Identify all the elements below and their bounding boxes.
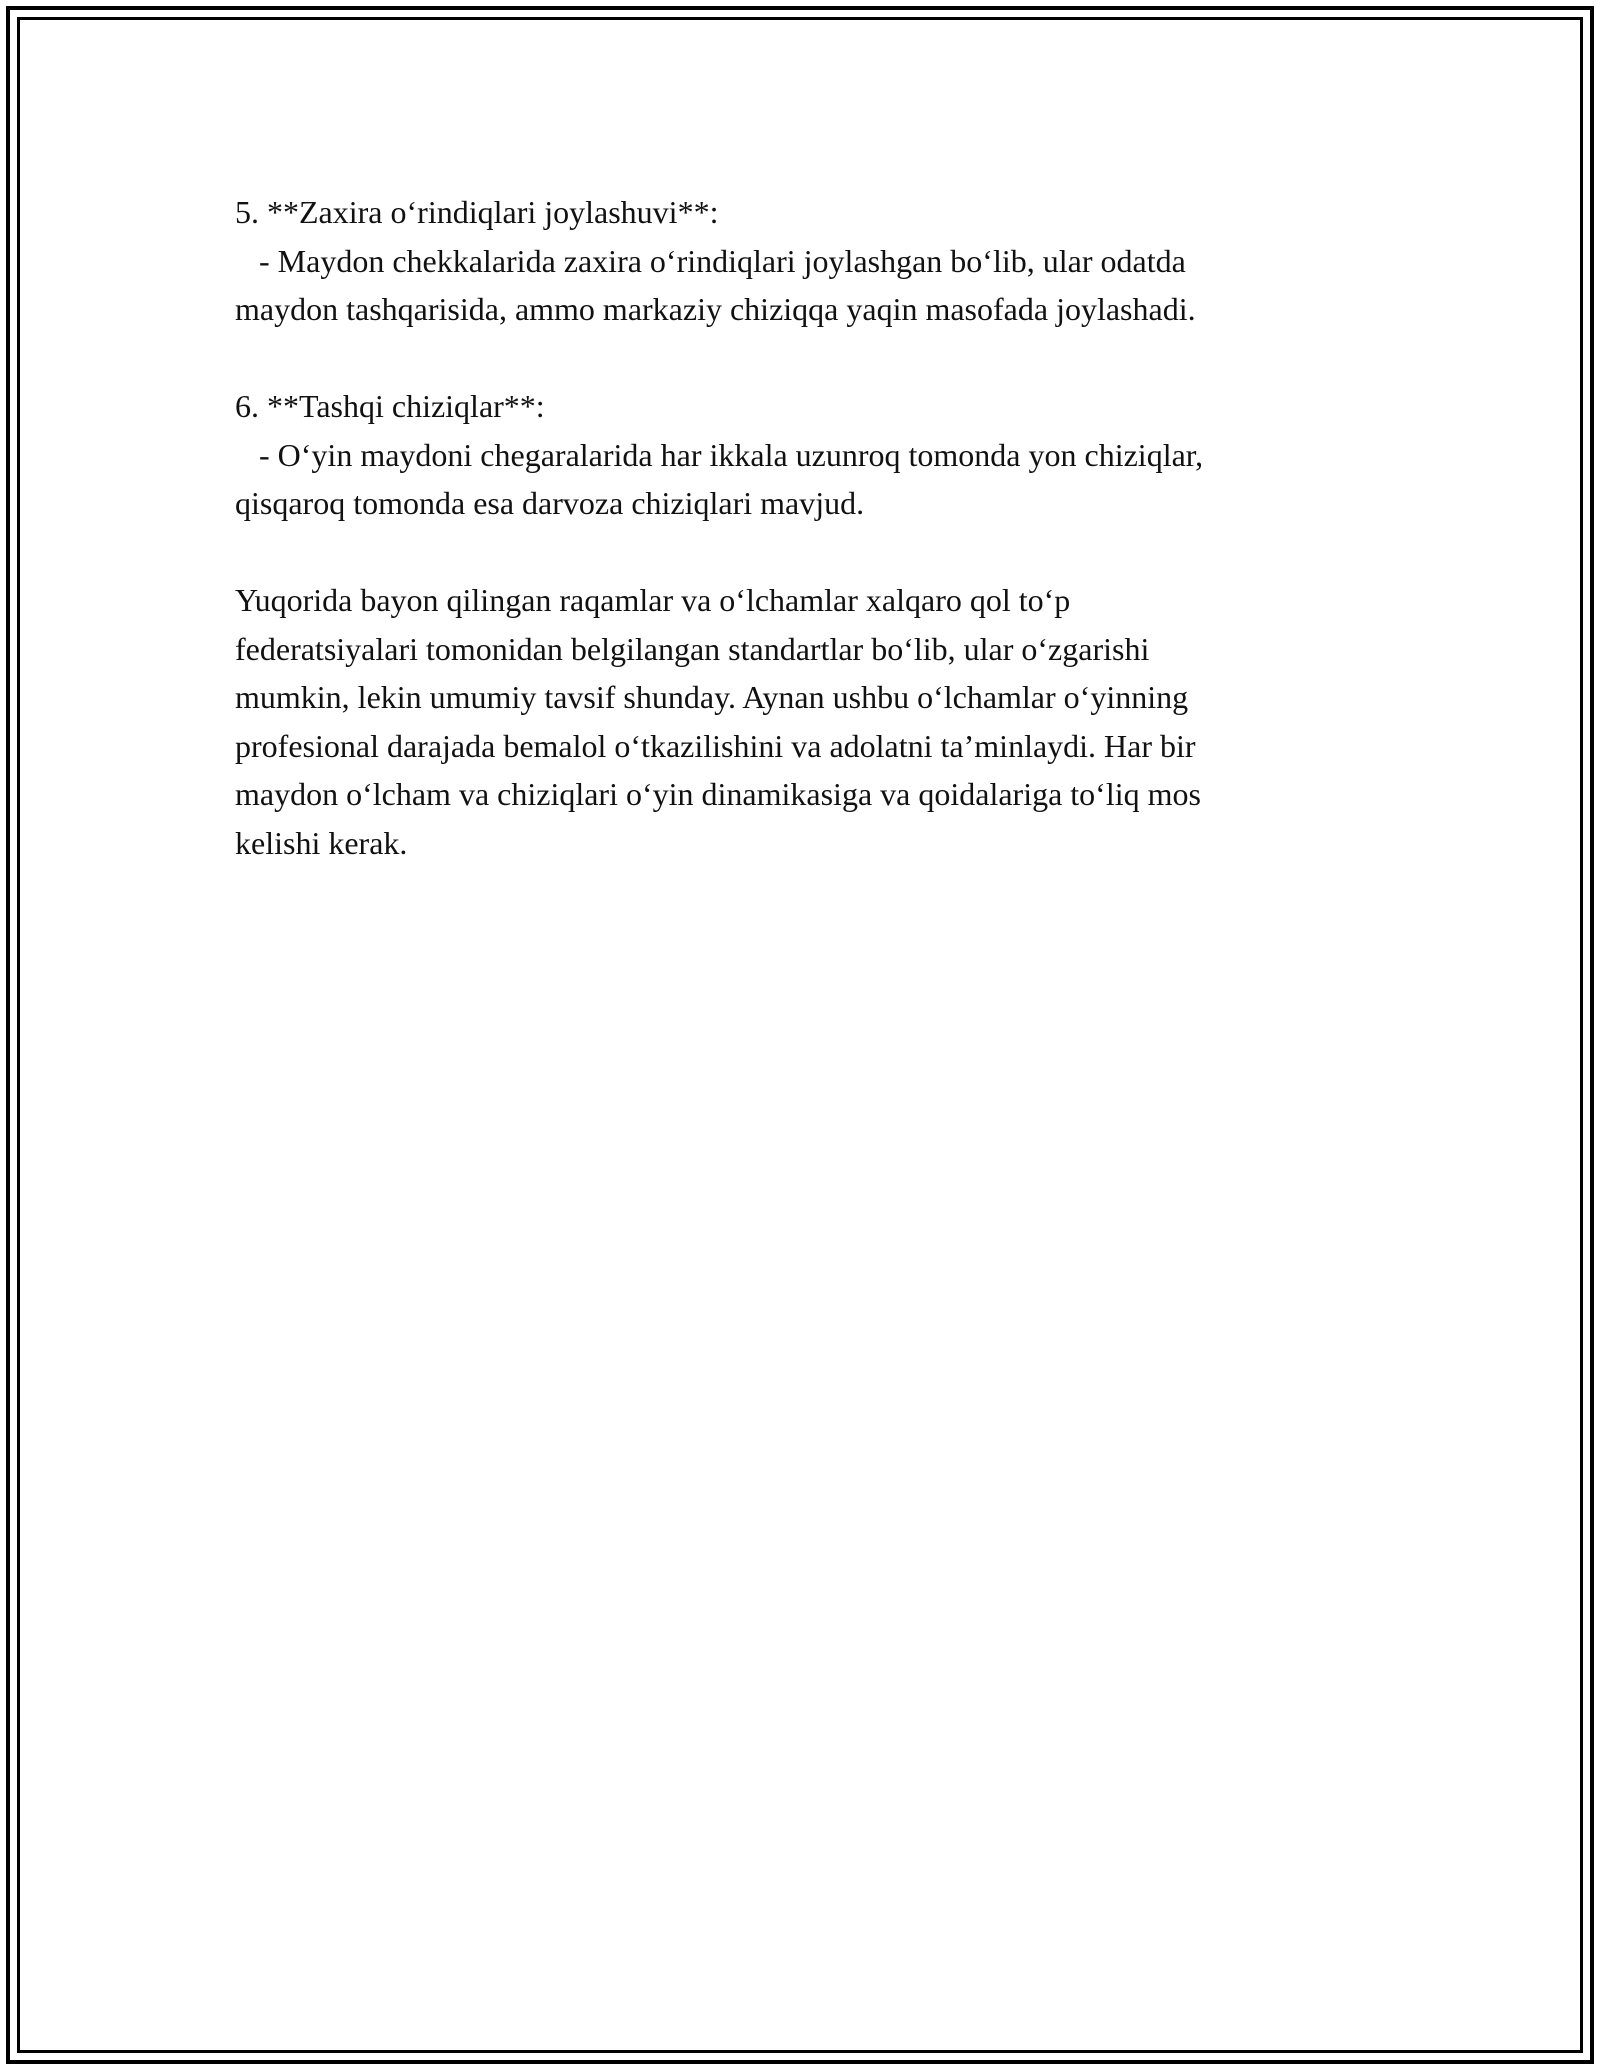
closing-paragraph <box>235 576 1385 867</box>
section-outer-lines <box>235 382 1385 528</box>
section-heading: 6. **Tashqi chiziqlar**: <box>235 388 545 424</box>
paragraph-line: mumkin, lekin umumiy tavsif shunday. Aynan ushbu o‘lchamlar o‘yinning <box>235 679 1189 715</box>
section-heading: 5. **Zaxira o‘rindiqlari joylashuvi**: <box>235 194 719 230</box>
paragraph-spacer <box>235 334 1385 383</box>
section-text-line: qisqaroq tomonda esa darvoza chiziqlari mavjud. <box>235 485 865 521</box>
paragraph-line: kelishi kerak. <box>235 824 408 861</box>
section-text-line: - O‘yin maydoni chegaralarida har ikkala uzunroq tomonda yon chiziqlar, <box>235 436 1204 473</box>
paragraph-line: Yuqorida bayon qilingan raqamlar va o‘lchamlar xalqaro qol to‘p <box>235 582 1071 618</box>
paragraph-line: federatsiyalari tomonidan belgilangan standartlar bo‘lib, ular o‘zgarishi <box>235 630 1150 667</box>
section-text-line: - Maydon chekkalarida zaxira o‘rindiqlari joylashgan bo‘lib, ular odatda <box>235 242 1186 279</box>
paragraph-line: profesional darajada bemalol o‘tkazilishini va adolatni ta’minlaydi. Har bir <box>235 727 1196 764</box>
paragraph-spacer <box>235 528 1385 577</box>
section-text-line: maydon tashqarisida, ammo markaziy chiziqqa yaqin masofada joylashadi. <box>235 291 1196 327</box>
section-reserve-benches <box>235 188 1385 334</box>
paragraph-line: maydon o‘lcham va chiziqlari o‘yin dinamikasiga va qoidalariga to‘liq mos <box>235 776 1201 812</box>
document-body <box>235 188 1385 867</box>
